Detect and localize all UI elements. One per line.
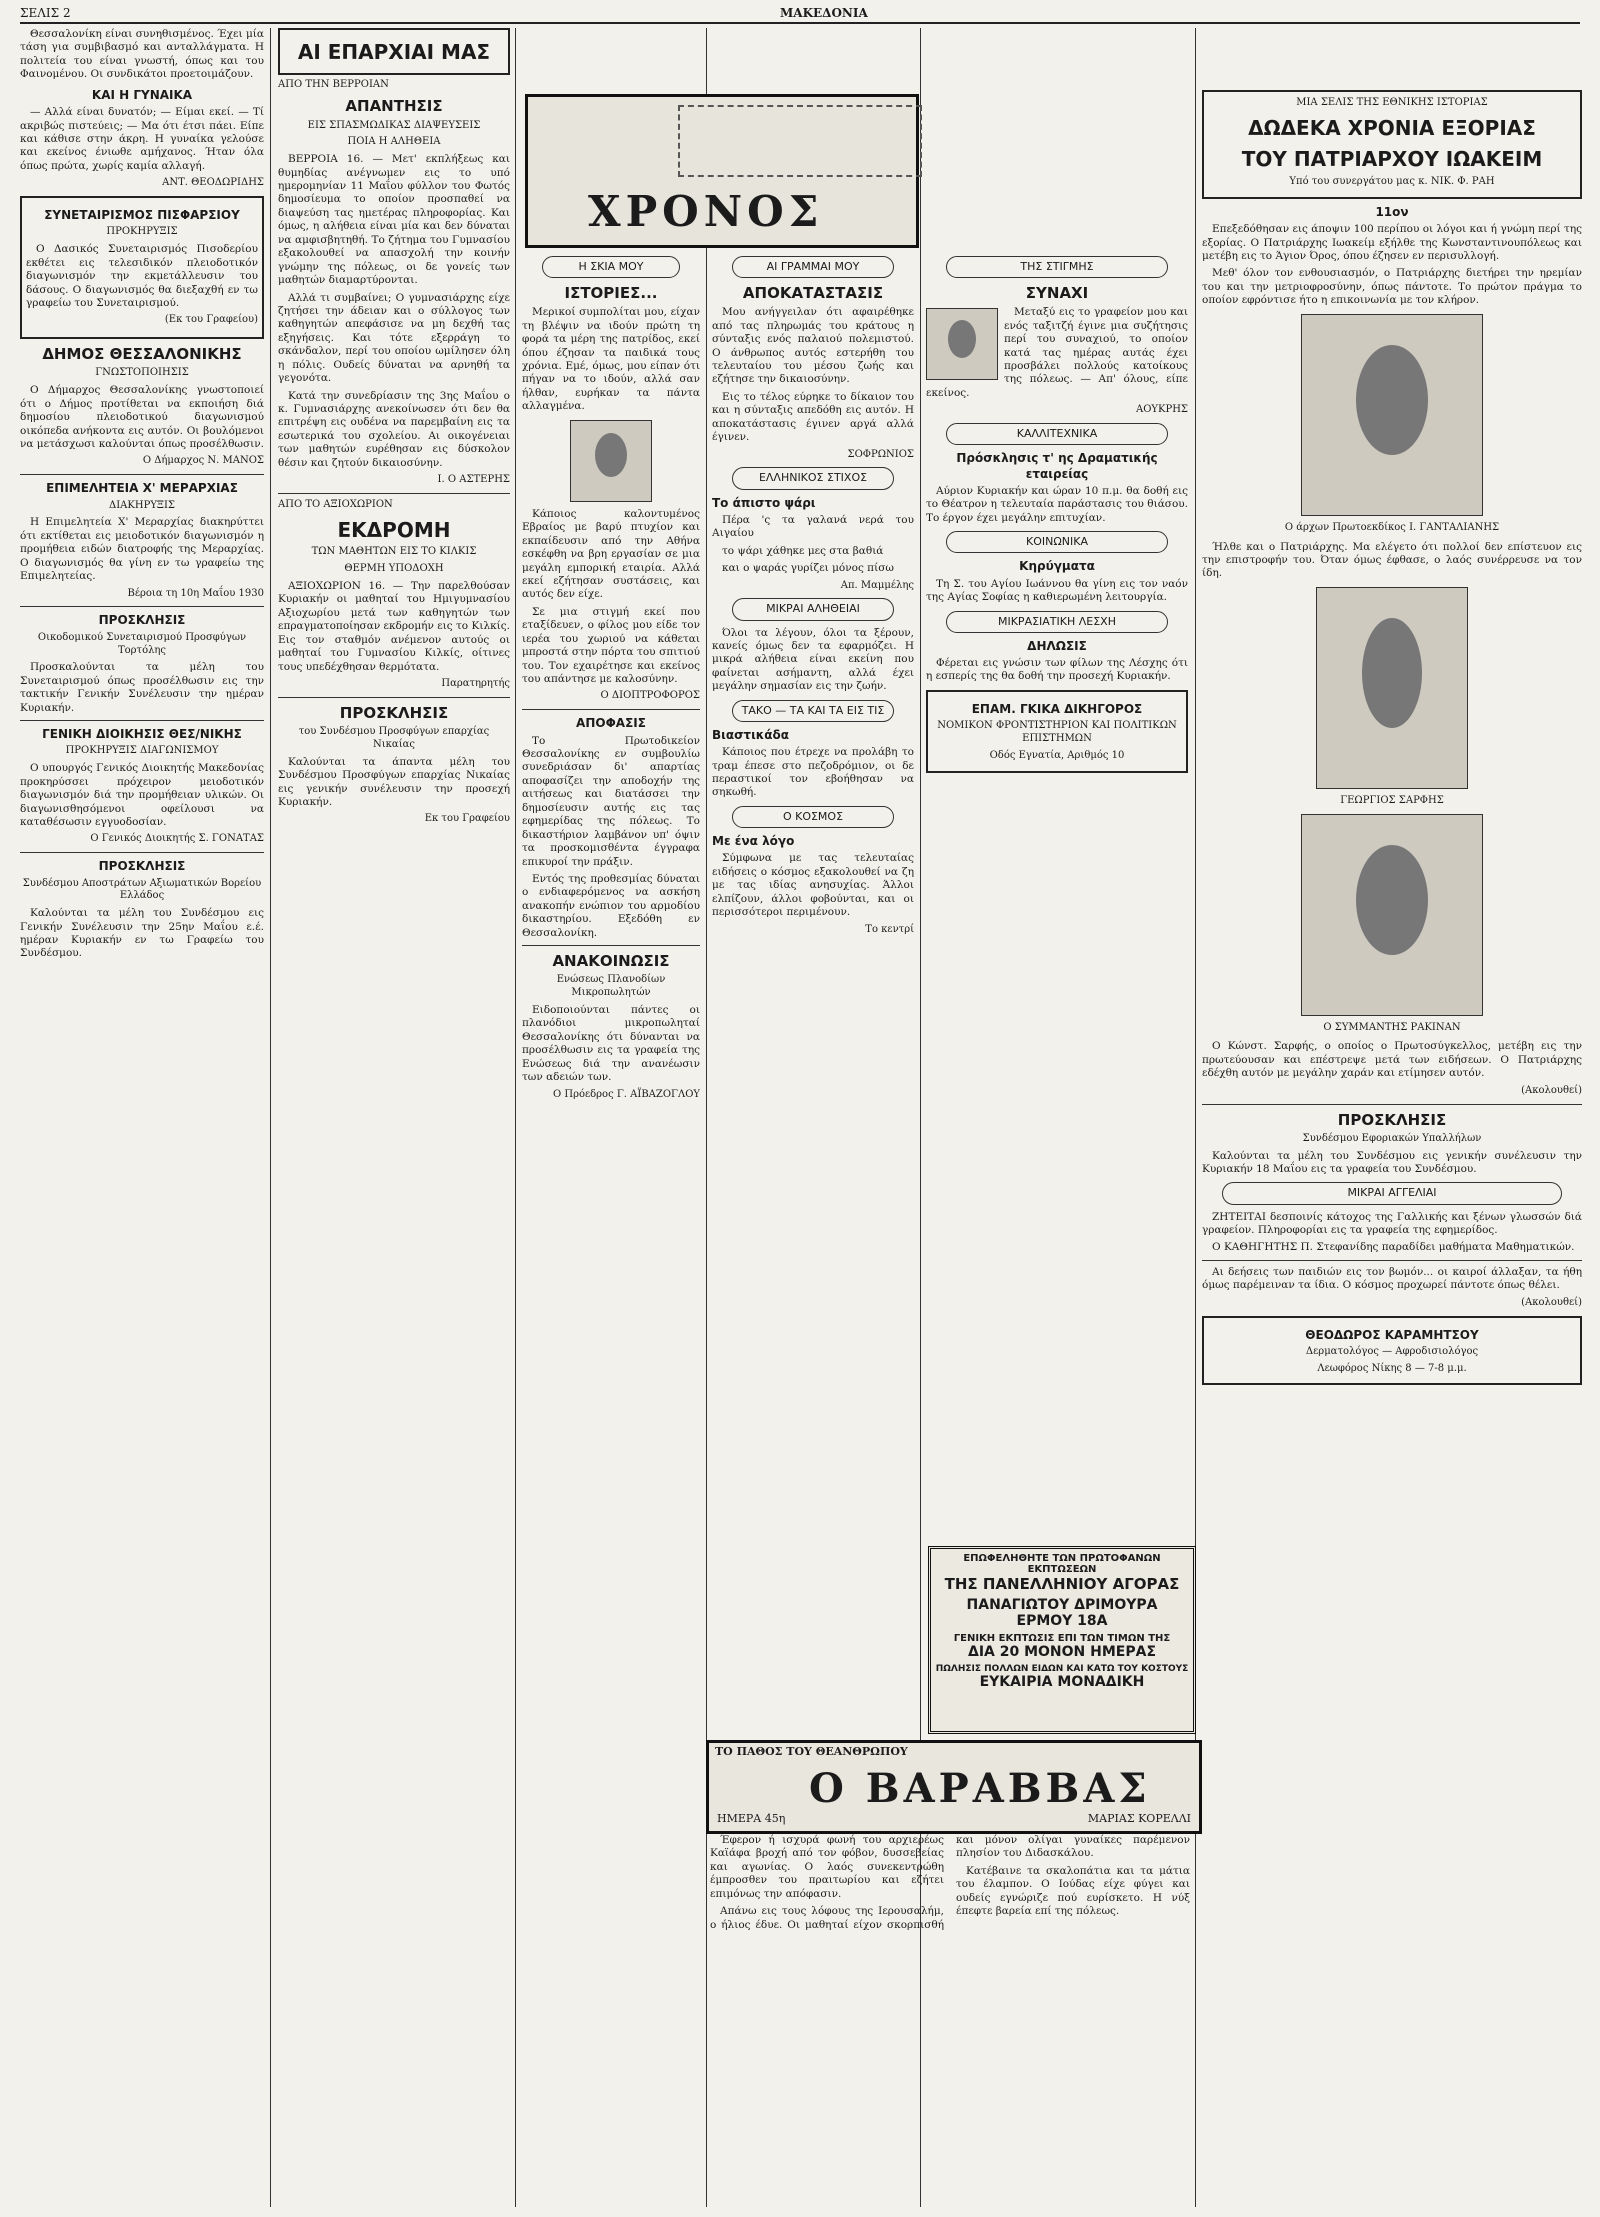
article-text: — Αλλά είναι δυνατόν; — Είμαι εκεί. — Τί ακριβώς πιστεύεις; — Μα ότι έτσι πάει. Είπε και κάθισε στην άκρη. Η γυναίκα γελούσε και εκείνος ένιωθε αμήχανος. Ήταν όλα όπως πρώτα, χωρίς καμία αλλαγή. xyxy=(20,106,264,172)
article-text: Φέρεται εις γνώσιν των φίλων της Λέσχης ότι η εσπερίς της θα δοθή την προσεχή Κυριακήν. xyxy=(926,656,1188,683)
column-tag: ΚΟΙΝΩΝΙΚΑ xyxy=(946,531,1168,553)
photo-caption: Ο άρχων Πρωτοεκδίκος Ι. ΓΑΝΤΑΛΙΑΝΗΣ xyxy=(1284,521,1500,533)
article-heading: ΑΠΟΚΑΤΑΣΤΑΣΙΣ xyxy=(742,284,884,303)
article-heading: Κηρύγματα xyxy=(1019,559,1095,574)
article-text: Μεθ' όλον τον ενθουσιασμόν, ο Πατριάρχης διετήρει την ηρεμίαν του και την μετριοφροσύνην, όπως πάντοτε. Το πρώτον πράγμα το οποίον εφρόντισε ήτο η επικοινωνία με τον κλήρον. xyxy=(1202,267,1582,307)
article-heading: Πρόσκλησις τ' ης Δραματικής εταιρείας xyxy=(956,451,1158,481)
article-heading: ΑΠΑΝΤΗΣΙΣ xyxy=(345,97,443,116)
serial-title: Ο ΒΑΡΑΒΒΑΣ xyxy=(809,1765,1151,1812)
notice-text: Προσκαλούνται τα μέλη του Συνεταιρισμού όπως προσέλθωσιν εις την τακτικήν Γενικήν Συνέλευσιν την ημέραν Κυριακήν. xyxy=(20,661,264,714)
column-tag: ΜΙΚΡΑΙ ΑΓΓΕΛΙΑΙ xyxy=(1222,1182,1562,1204)
article-text: Όλοι τα λέγουν, όλοι τα ξέρουν, κανείς όμως δεν τα εφαρμόζει. Η μικρά αλήθεια είναι εκείνη που φαίνεται ασήμαντη, αλλά έχει μεγάλην σημασίαν εις την ζωήν. xyxy=(712,626,914,693)
paper-name: ΜΑΚΕΔΟΝΙΑ xyxy=(780,6,868,20)
article-subheading: ΤΩΝ ΜΑΘΗΤΩΝ ΕΙΣ ΤΟ ΚΙΛΚΙΣ xyxy=(311,546,477,558)
chronos-banner xyxy=(525,94,919,248)
notice-text: Ειδοποιούνται πάντες οι πλανόδιοι μικροπωληταί Θεσσαλονίκης ότι δύνανται να προσέλθωσιν εις τα γραφεία της Ενώσεως διά την ανανέωσιν των αδειών των. xyxy=(522,1003,700,1084)
serial-banner xyxy=(706,1740,1202,1834)
column-rule xyxy=(1195,28,1196,2207)
article-text: Μερικοί συμπολίται μου, είχαν τη βλέψιν να ιδούν πρώτη τη φορά τα μέρη της πατρίδος, εκεί όπου έζησαν τα παιδικά τους χρόνια. Εμέ, όμως, μου είπαν ότι πήγαν να το ιδούν, αλλά σαν ήλθαν, ευρήκαν τα πάντα αλλαγμένα. xyxy=(522,306,700,413)
ad-line: Δερματολόγος — Αφροδισιολόγος xyxy=(1305,1345,1479,1357)
section-subtitle: ΑΠΟ ΤΟ ΑΞΙΟΧΩΡΙΟΝ xyxy=(278,499,393,511)
notice-text: Ο Δασικός Συνεταιρισμός Πισοδερίου εκθέτει εις τελεσιδικόν πλειοδοτικόν διαγωνισμόν την εκμετάλλευσιν του δάσους. Ο διαγωνισμός θα διεξαχθή εν τω γραφείω του Συνεταιρισμού. xyxy=(26,243,258,309)
article-heading: ΚΑΙ Η ΓΥΝΑΙΚΑ xyxy=(91,87,193,102)
notice-subheading: ΔΙΑΚΗΡΥΞΙΣ xyxy=(109,499,175,511)
signature: (Ακολουθεί) xyxy=(1521,1084,1582,1096)
poem-line: και ο ψαράς γυρίζει μόνος πίσω xyxy=(722,562,894,575)
signature: Ο Γενικός Διοικητής Σ. ΓΟΝΑΤΑΣ xyxy=(90,833,264,845)
column-5 xyxy=(926,250,1188,1540)
article-heading: ΕΚΔΡΟΜΗ xyxy=(337,517,451,542)
portrait-photo xyxy=(1301,814,1483,1016)
column-4 xyxy=(712,250,914,1730)
notice-heading: ΠΡΟΣΚΛΗΣΙΣ xyxy=(339,703,449,722)
classified-ad: ΖΗΤΕΙΤΑΙ δεσποινίς κάτοχος της Γαλλικής και ξένων γλωσσών διά γραφείον. Πληροφορίαι εις τα γραφεία της εφημερίδος. xyxy=(1202,1210,1582,1236)
article-text: Έφερον ή ισχυρά φωνή του αρχιερέως Καϊάφα βροχή από τον φόβον, δυσσεβείας και αγωνίας. Ο λαός συνεκεντρώθη έμπροσθεν του πραιτωρίου και εζήτει επιμόνως την απόφασιν. xyxy=(710,1834,944,1900)
notice-text: Η Επιμελητεία Χ' Μεραρχίας διακηρύττει ότι εκτίθεται εις μειοδοτικόν διαγωνισμόν η προμήθεια ειδών διατροφής της Μεραρχίας. Ο διαγωνισμός θα γίνη εν τω γραφείω της Επιμελητείας. xyxy=(20,516,264,583)
column-rule xyxy=(515,28,516,2207)
notice-subheading: ΠΡΟΚΗΡΥΞΙΣ ΔΙΑΓΩΝΙΣΜΟΥ xyxy=(65,745,219,757)
ad-line: ΕΠΩΦΕΛΗΘΗΤΕ ΤΩΝ ΠΡΩΤΟΦΑΝΩΝ ΕΚΠΤΩΣΕΩΝ xyxy=(963,1553,1161,1575)
article-text: Τη Σ. του Αγίου Ιωάννου θα γίνη εις τον ναόν της Αγίας Σοφίας η καθιερωμένη λειτουργία. xyxy=(926,577,1188,604)
article-text: Εντός της προθεσμίας δύναται ο ενδιαφερόμενος να ασκήση ανακοπήν ενώπιον του αρμοδίου δικαστηρίου. Εξεδόθη εν Θεσσαλονίκη. xyxy=(522,872,700,939)
article-text: Εις το τέλος εύρηκε το δίκαιον του και η σύνταξις απεδόθη εις αυτόν. Η αποκατάστασις έγινεν αργά αλλά έγινεν. xyxy=(712,390,914,444)
signature: (Ακολουθεί) xyxy=(1521,1296,1582,1308)
banner-title: ΧΡΟΝΟΣ xyxy=(588,187,824,236)
signature: ΑΝΤ. ΘΕΟΔΩΡΙΔΗΣ xyxy=(162,177,264,189)
portrait-photo xyxy=(1316,587,1468,789)
article-text: Αλλά τι συμβαίνει; Ο γυμνασιάρχης είχε ζητήσει την άδειαν και ο σύλλογος των καθηγητών απεφάσισε να μη δεχθή τας εξηγήσεις. Και τότε εξερράγη το σκάνδαλον, περί του οποίου ωμίλησεν όλη η πόλις. Ουδείς δύναται να αρνηθή τα γεγονότα. xyxy=(278,291,510,385)
poem-line: το ψάρι χάθηκε μες στα βαθιά xyxy=(722,544,884,557)
page-number: ΣΕΛΙΣ 2 xyxy=(20,6,71,20)
notice-subheading: Συνδέσμου Αποστράτων Αξιωματικών Βορείου Ελλάδος xyxy=(22,877,262,902)
article-text: Κάποιος που έτρεχε να προλάβη το τραμ έπεσε στο πεζοδρόμιον, οι δε περαστικοί τον εβοήθησαν να σηκωθή. xyxy=(712,746,914,799)
article-heading: ΑΠΟΦΑΣΙΣ xyxy=(576,716,646,731)
notice-subheading: Συνδέσμου Εφοριακών Υπαλλήλων xyxy=(1302,1132,1482,1144)
serial-day: ΗΜΕΡΑ 45η xyxy=(717,1812,786,1825)
article-text: Κατά την συνεδρίασιν της 3ης Μαΐου ο κ. Γυμνασιάρχης ανεκοίνωσεν ότι δεν θα επιτρέψη εις ουδένα να παρεμβαίνη εις τα εσωτερικά του σχολείου. Αι οικογένειαι των μαθητών ευρέθησαν εις δύσκολον θέσιν και ζητούν δικαιοσύνην. xyxy=(278,389,510,469)
column-tag: Η ΣΚΙΑ ΜΟΥ xyxy=(542,256,680,278)
article-text: Μου ανήγγειλαν ότι αφαιρέθηκε από τας πληρωμάς του κράτους η σύνταξις ενός παλαιού πολεμιστού. Ο άνθρωπος αυτός εστερήθη του τελευταίου του μέσου ζωής και εζήτησε την δικαιοσύνην. xyxy=(712,306,914,386)
signature: Το κεντρί xyxy=(865,923,914,935)
classified-ad: Ο ΚΑΘΗΓΗΤΗΣ Π. Στεφανίδης παραδίδει μαθήματα Μαθηματικών. xyxy=(1212,1241,1575,1254)
signature: ΣΟΦΡΩΝΙΟΣ xyxy=(847,448,914,460)
masthead xyxy=(20,6,1580,24)
serial-text xyxy=(710,1834,1190,2204)
article-text: Επεξεδόθησαν εις άποψιν 100 περίπου οι λόγοι και ή γνώμη περί της εξορίας. Ο Πατριάρχης Ιωακείμ εξήλθε της Κωνσταντινουπόλεως και μετέβη εις το Άγιον Όρος, όπου έζησεν εν περισυλλογή. xyxy=(1202,223,1582,263)
ad-line: ΝΟΜΙΚΟΝ ΦΡΟΝΤΙΣΤΗΡΙΟΝ ΚΑΙ ΠΟΛΙΤΙΚΩΝ ΕΠΙΣΤΗΜΩΝ xyxy=(937,720,1177,745)
column-tag: ΤΑΚΟ — ΤΑ ΚΑΙ ΤΑ ΕΙΣ ΤΙΣ xyxy=(732,700,894,722)
portrait-photo xyxy=(1301,314,1483,516)
column-tag: ΜΙΚΡΑΣΙΑΤΙΚΗ ΛΕΣΧΗ xyxy=(946,611,1168,633)
article-text: Σύμφωνα με τας τελευταίας ειδήσεις ο κόσμος εξακολουθεί να ζη με τας ιδίας ανησυχίας. Άλλοι ελπίζουν, άλλοι φοβούνται, και οι περισσότεροι περιμένουν. xyxy=(712,852,914,919)
column-tag: ΑΙ ΓΡΑΜΜΑΙ ΜΟΥ xyxy=(732,256,894,278)
signature: Εκ του Γραφείου xyxy=(424,813,510,825)
ad-title: ΕΠΑΜ. ΓΚΙΚΑ ΔΙΚΗΓΟΡΟΣ xyxy=(971,701,1143,716)
article-heading: ΙΣΤΟΡΙΕΣ... xyxy=(564,284,658,303)
notice-text: Καλούνται τα άπαντα μέλη του Συνδέσμου Προσφύγων επαρχίας Νικαίας εις γενικήν συνέλευσιν την προσεχή Κυριακήν. xyxy=(278,755,510,808)
article-text: Κάποιος καλοντυμένος Εβραίος με βαρύ πτυχίον και εκπαίδευσιν από την Αθήνα εσκέφθη να βρη εργασίαν σε μια μεγάλη εμπορική εταιρία. Αλλά εκεί εζήτησαν συστάσεις, και αυτός δεν είχε. xyxy=(522,507,700,601)
notice-heading: ΠΡΟΣΚΛΗΣΙΣ xyxy=(98,613,186,628)
ad-title: ΘΕΟΔΩΡΟΣ ΚΑΡΑΜΗΤΣΟΥ xyxy=(1305,1327,1479,1342)
notice-subheading: Οικοδομικού Συνεταιρισμού Προσφύγων Τορτόλης xyxy=(37,631,247,656)
store-advertisement xyxy=(928,1546,1196,1734)
notice-text: Καλούνται τα μέλη του Συνδέσμου εις Γενικήν Συνέλευσιν την 25ην Μαΐου ε.έ. ημέραν Κυριακήν εν τω Γραφείω του Συνδέσμου. xyxy=(20,907,264,960)
section-subtitle: ΑΠΟ ΤΗΝ ΒΕΡΡΟΙΑΝ xyxy=(278,78,389,90)
feature-title-2: ΤΟΥ ΠΑΤΡΙΑΡΧΟΥ ΙΩΑΚΕΙΜ xyxy=(1241,147,1543,172)
column-tag: ΜΙΚΡΑΙ ΑΛΗΘΕΙΑΙ xyxy=(732,598,894,620)
signature: Ο ΔΙΟΠΤΡΟΦΟΡΟΣ xyxy=(600,690,700,702)
notice-subheading: Ενώσεως Πλανοδίων Μικροπωλητών xyxy=(556,974,666,999)
notice-heading: ΠΡΟΣΚΛΗΣΙΣ xyxy=(1337,1110,1447,1129)
article-heading: Βιαστικάδα xyxy=(712,727,790,742)
article-text: Αι δεήσεις των παιδιών εις τον βωμόν... οι καιροί άλλαξαν, τα ήθη όμως παρέμειναν τα ίδια. Ο κόσμος προχωρεί πάντοτε όπως θέλει. xyxy=(1202,1265,1582,1292)
article-text: Θεσσαλονίκη είναι συνηθισμένος. Έχει μία τάση για συμβιβασμό και ανταλλάγματα. Η πολιτεία του είναι γνωστή, όπως και του Φαινομένου. Οι συνδικάτοι προετοιμάζουν. xyxy=(20,28,264,81)
notice-text: Καλούνται τα μέλη του Συνδέσμου εις γενικήν συνέλευσιν την Κυριακήν 18 Μαΐου εις τα γραφεία του Συνδέσμου. xyxy=(1202,1149,1582,1175)
article-subheading: ΠΟΙΑ Η ΑΛΗΘΕΙΑ xyxy=(347,136,441,148)
article-text: Απάνω εις τους λόφους της Ιερουσαλήμ, ο ήλιος έδυε. Οι μαθηταί είχον σκορπισθή και μόνον ολίγαι γυναίκες παρέμενον πλησίον του Διδασκάλου. xyxy=(710,1834,1190,1931)
article-text: Το Πρωτοδικείον Θεσσαλονίκης εν συμβουλίω συνεδριάσαν δι' απαρτίας αποφασίζει την αποδοχήν της αιτήσεως και διατάσσει την δημοσίευσιν αυτής εις τας εφημερίδας της πόλεως. Το δικαστήριον λαμβάνον υπ' όψιν τα προσκομισθέντα έγγραφα επικυροί την πράξιν. xyxy=(522,734,700,868)
article-text: Μεταξύ εις το γραφείον μου και ενός ταξιτζή έγινε μια συζήτησις περί του συναχιού, το οποίον κατά τας ημέρας αυτάς έχει προσβάλει πολλούς κατοίκους της πόλεως. — Απ' όλους, είπε εκείνος. xyxy=(926,306,1188,399)
column-6 xyxy=(1202,28,1582,2208)
notice-subheading: του Συνδέσμου Προσφύγων επαρχίας Νικαίας xyxy=(298,726,490,750)
notice-heading: ΔΗΜΟΣ ΘΕΣΣΑΛΟΝΙΚΗΣ xyxy=(42,345,242,364)
article-heading: ΔΗΛΩΣΙΣ xyxy=(1027,638,1087,653)
ad-line: ΠΩΛΗΣΙΣ ΠΟΛΛΩΝ ΕΙΔΩΝ ΚΑΙ ΚΑΤΩ ΤΟΥ ΚΟΣΤΟΥΣ xyxy=(935,1664,1189,1674)
article-text: Κατέβαινε τα σκαλοπάτια και τα μάτια του έλαμπον. Ο Ιούδας είχε φύγει και ουδείς εγνώριζε πού ευρίσκετο. Η νύξ έπεφτε βαρεία επί της πόλεως. xyxy=(956,1864,1190,1918)
notice-heading: ΑΝΑΚΟΙΝΩΣΙΣ xyxy=(552,952,670,971)
photo-caption: ΓΕΩΡΓΙΟΣ ΣΑΡΦΗΣ xyxy=(1340,794,1444,806)
article-text: Ήλθε και ο Πατριάρχης. Μα ελέγετο ότι πολλοί δεν επίστευον εις την επιστροφήν του. Όταν όμως έφθασε, ο λαός συνέρρευσε να τον ίδη. xyxy=(1202,540,1582,580)
article-heading: ΣΥΝΑΧΙ xyxy=(1025,284,1089,303)
signature: Ι. Ο ΑΣΤΕΡΗΣ xyxy=(437,474,510,486)
signature: Ο Δήμαρχος Ν. ΜΑΝΟΣ xyxy=(142,455,264,467)
ornament-illustration xyxy=(678,105,922,177)
column-tag: ΤΗΣ ΣΤΙΓΜΗΣ xyxy=(946,256,1168,278)
article-heading: Με ένα λόγο xyxy=(712,833,795,848)
poem-line: Πέρα 'ς τα γαλανά νερά του Αιγαίου xyxy=(712,513,914,540)
article-subheading: ΕΙΣ ΣΠΑΣΜΩΔΙΚΑΣ ΔΙΑΨΕΥΣΕΙΣ xyxy=(307,119,481,131)
section-title: ΑΙ ΕΠΑΡΧΙΑΙ ΜΑΣ xyxy=(297,40,491,64)
signature: Απ. Μαμμέλης xyxy=(840,579,914,591)
ad-address: Οδός Εγνατία, Αριθμός 10 xyxy=(989,749,1125,761)
notice-heading: ΣΥΝΕΤΑΙΡΙΣΜΟΣ ΠΙΣΦΑΡΣΙΟΥ xyxy=(44,208,240,223)
caricature-image xyxy=(926,308,998,380)
ad-address: Λεωφόρος Νίκης 8 — 7-8 μ.μ. xyxy=(1317,1362,1467,1374)
installment-number: 11ον xyxy=(1375,204,1409,219)
feature-kicker: ΜΙΑ ΣΕΛΙΣ ΤΗΣ ΕΘΝΙΚΗΣ ΙΣΤΟΡΙΑΣ xyxy=(1296,97,1488,108)
ad-line: ΕΥΚΑΙΡΙΑ ΜΟΝΑΔΙΚΗ xyxy=(979,1674,1145,1690)
article-text: ΑΞΙΟΧΩΡΙΟΝ 16. — Την παρελθούσαν Κυριακήν οι μαθηταί του Ημιγυμνασίου Αξιοχωρίου μετά των καθηγητών των επραγματοποίησαν εκδρομήν εις το Κιλκίς. Εις τον σταθμόν ανέμενον αυτούς οι μαθηταί του Γυμνασίου Κιλκίς, οίτινες τους υπεδέχθησαν θερμότατα. xyxy=(278,580,510,673)
article-text: Ο Κώνστ. Σαρφής, ο οποίος ο Πρωτοσύγκελλος, μετέβη εις την πρωτεύουσαν και επέστρεψε μετά των ειδήσεων. Ο Πατριάρχης εδέχθη αυτόν με μεγάλην χαράν και ετίμησεν αυτόν. xyxy=(1202,1040,1582,1080)
column-rule xyxy=(706,28,707,2207)
notice-subheading: ΓΝΩΣΤΟΠΟΙΗΣΙΣ xyxy=(95,367,189,379)
poem-title: Το άπιστο ψάρι xyxy=(712,495,816,510)
column-tag: Ο ΚΟΣΜΟΣ xyxy=(732,806,894,828)
column-3 xyxy=(522,250,700,1730)
signature: ΑΟΥΚΡΗΣ xyxy=(1135,404,1188,416)
notice-text: Ο Δήμαρχος Θεσσαλονίκης γνωστοποιεί ότι ο Δήμος προτίθεται να εκποιήση διά δημοσίου πλειοδοτικού διαγωνισμού οικόπεδα ανήκοντα εις αυτόν. Οι βουλόμενοι να μετάσχωσι καλούνται όπως προσέλθωσιν. xyxy=(20,384,264,450)
column-2 xyxy=(278,28,510,2208)
signature: (Εκ του Γραφείου) xyxy=(164,314,258,326)
ad-line: ΠΑΝΑΓΙΩΤΟΥ ΔΡΙΜΟΥΡΑ xyxy=(966,1597,1158,1613)
column-1 xyxy=(20,28,264,2208)
article-subheading: ΘΕΡΜΗ ΥΠΟΔΟΧΗ xyxy=(344,563,444,575)
ad-line: ΕΡΜΟΥ 18Α xyxy=(1016,1613,1108,1629)
feature-byline: Υπό του συνεργάτου μας κ. ΝΙΚ. Φ. ΡΑΗ xyxy=(1289,175,1495,187)
serial-kicker: ΤΟ ΠΑΘΟΣ ΤΟΥ ΘΕΑΝΘΡΩΠΟΥ xyxy=(715,1745,908,1758)
article-text: Αύριον Κυριακήν και ώραν 10 π.μ. θα δοθή εις το Θέατρον η τελευταία παράστασις του θιάσου. Το έργον έχει μεγάλην επιτυχίαν. xyxy=(926,484,1188,524)
column-tag: ΕΛΛΗΝΙΚΟΣ ΣΤΙΧΟΣ xyxy=(732,467,894,489)
notice-text: Ο υπουργός Γενικός Διοικητής Μακεδονίας προκηρύσσει πρόχειρον μειοδοτικόν διαγωνισμόν διά την προμήθειαν υλικών. Οι διαγωνισθησόμενοι οφείλουσι να καταθέσωσιν εγγυοδοσίαν. xyxy=(20,762,264,828)
signature: Βέροια τη 10η Μαΐου 1930 xyxy=(127,587,264,599)
notice-subheading: ΠΡΟΚΗΡΥΞΙΣ xyxy=(106,226,178,238)
signature: Παρατηρητής xyxy=(441,678,510,690)
serial-author: ΜΑΡΙΑΣ ΚΟΡΕΛΛΙ xyxy=(1087,1812,1191,1825)
column-tag: ΚΑΛΛΙΤΕΧΝΙΚΑ xyxy=(946,423,1168,445)
photo-caption: Ο ΣΥΜΜΑΝΤΗΣ ΡΑΚΙΝΑΝ xyxy=(1323,1021,1461,1033)
ad-line: ΔΙΑ 20 ΜΟΝΟΝ ΗΜΕΡΑΣ xyxy=(967,1644,1157,1660)
feature-title: ΔΩΔΕΚΑ ΧΡΟΝΙΑ ΕΞΟΡΙΑΣ xyxy=(1248,115,1536,140)
ad-line: ΤΗΣ ΠΑΝΕΛΛΗΝΙΟΥ ΑΓΟΡΑΣ xyxy=(944,1575,1180,1593)
caricature-image xyxy=(570,420,652,502)
notice-heading: ΠΡΟΣΚΛΗΣΙΣ xyxy=(98,859,186,874)
article-text: ΒΕΡΡΟΙΑ 16. — Μετ' εκπλήξεως και θυμηδίας ανέγνωμεν εις το υπό ημερομηνίαν 11 Μαΐου φύλλον του Φωτός δημοσίευμα το οποίον προσπαθεί να διαψεύση τας ημετέρας πληροφορίας. Και όμως, η αλήθεια είναι μία και δεν δύναται να αμφισβητηθή. Το ζήτημα του Γυμνασίου εξακολουθεί να απασχολή την κοινήν γνώμην της πόλεως, οι δε γονείς των μαθητών διαμαρτύρονται. xyxy=(278,153,510,287)
ad-line: ΓΕΝΙΚΗ ΕΚΠΤΩΣΙΣ ΕΠΙ ΤΩΝ ΤΙΜΩΝ ΤΗΣ xyxy=(953,1633,1171,1644)
notice-heading: ΕΠΙΜΕΛΗΤΕΙΑ Χ' ΜΕΡΑΡΧΙΑΣ xyxy=(46,481,238,496)
article-text: Σε μια στιγμή εκεί που εταξίδευεν, ο φίλος μου είδε τον ιερέα του χωριού να κάθεται μπροστά στην πόρτα του σπιτιού του. Τον εχαιρέτησε και εκείνος του απάντησε με καλοσύνην. xyxy=(522,605,700,686)
signature: Ο Πρόεδρος Γ. ΑΪΒΑΖΟΓΛΟΥ xyxy=(552,1088,700,1100)
column-rule xyxy=(270,28,271,2207)
notice-heading: ΓΕΝΙΚΗ ΔΙΟΙΚΗΣΙΣ ΘΕΣ/ΝΙΚΗΣ xyxy=(42,727,242,742)
